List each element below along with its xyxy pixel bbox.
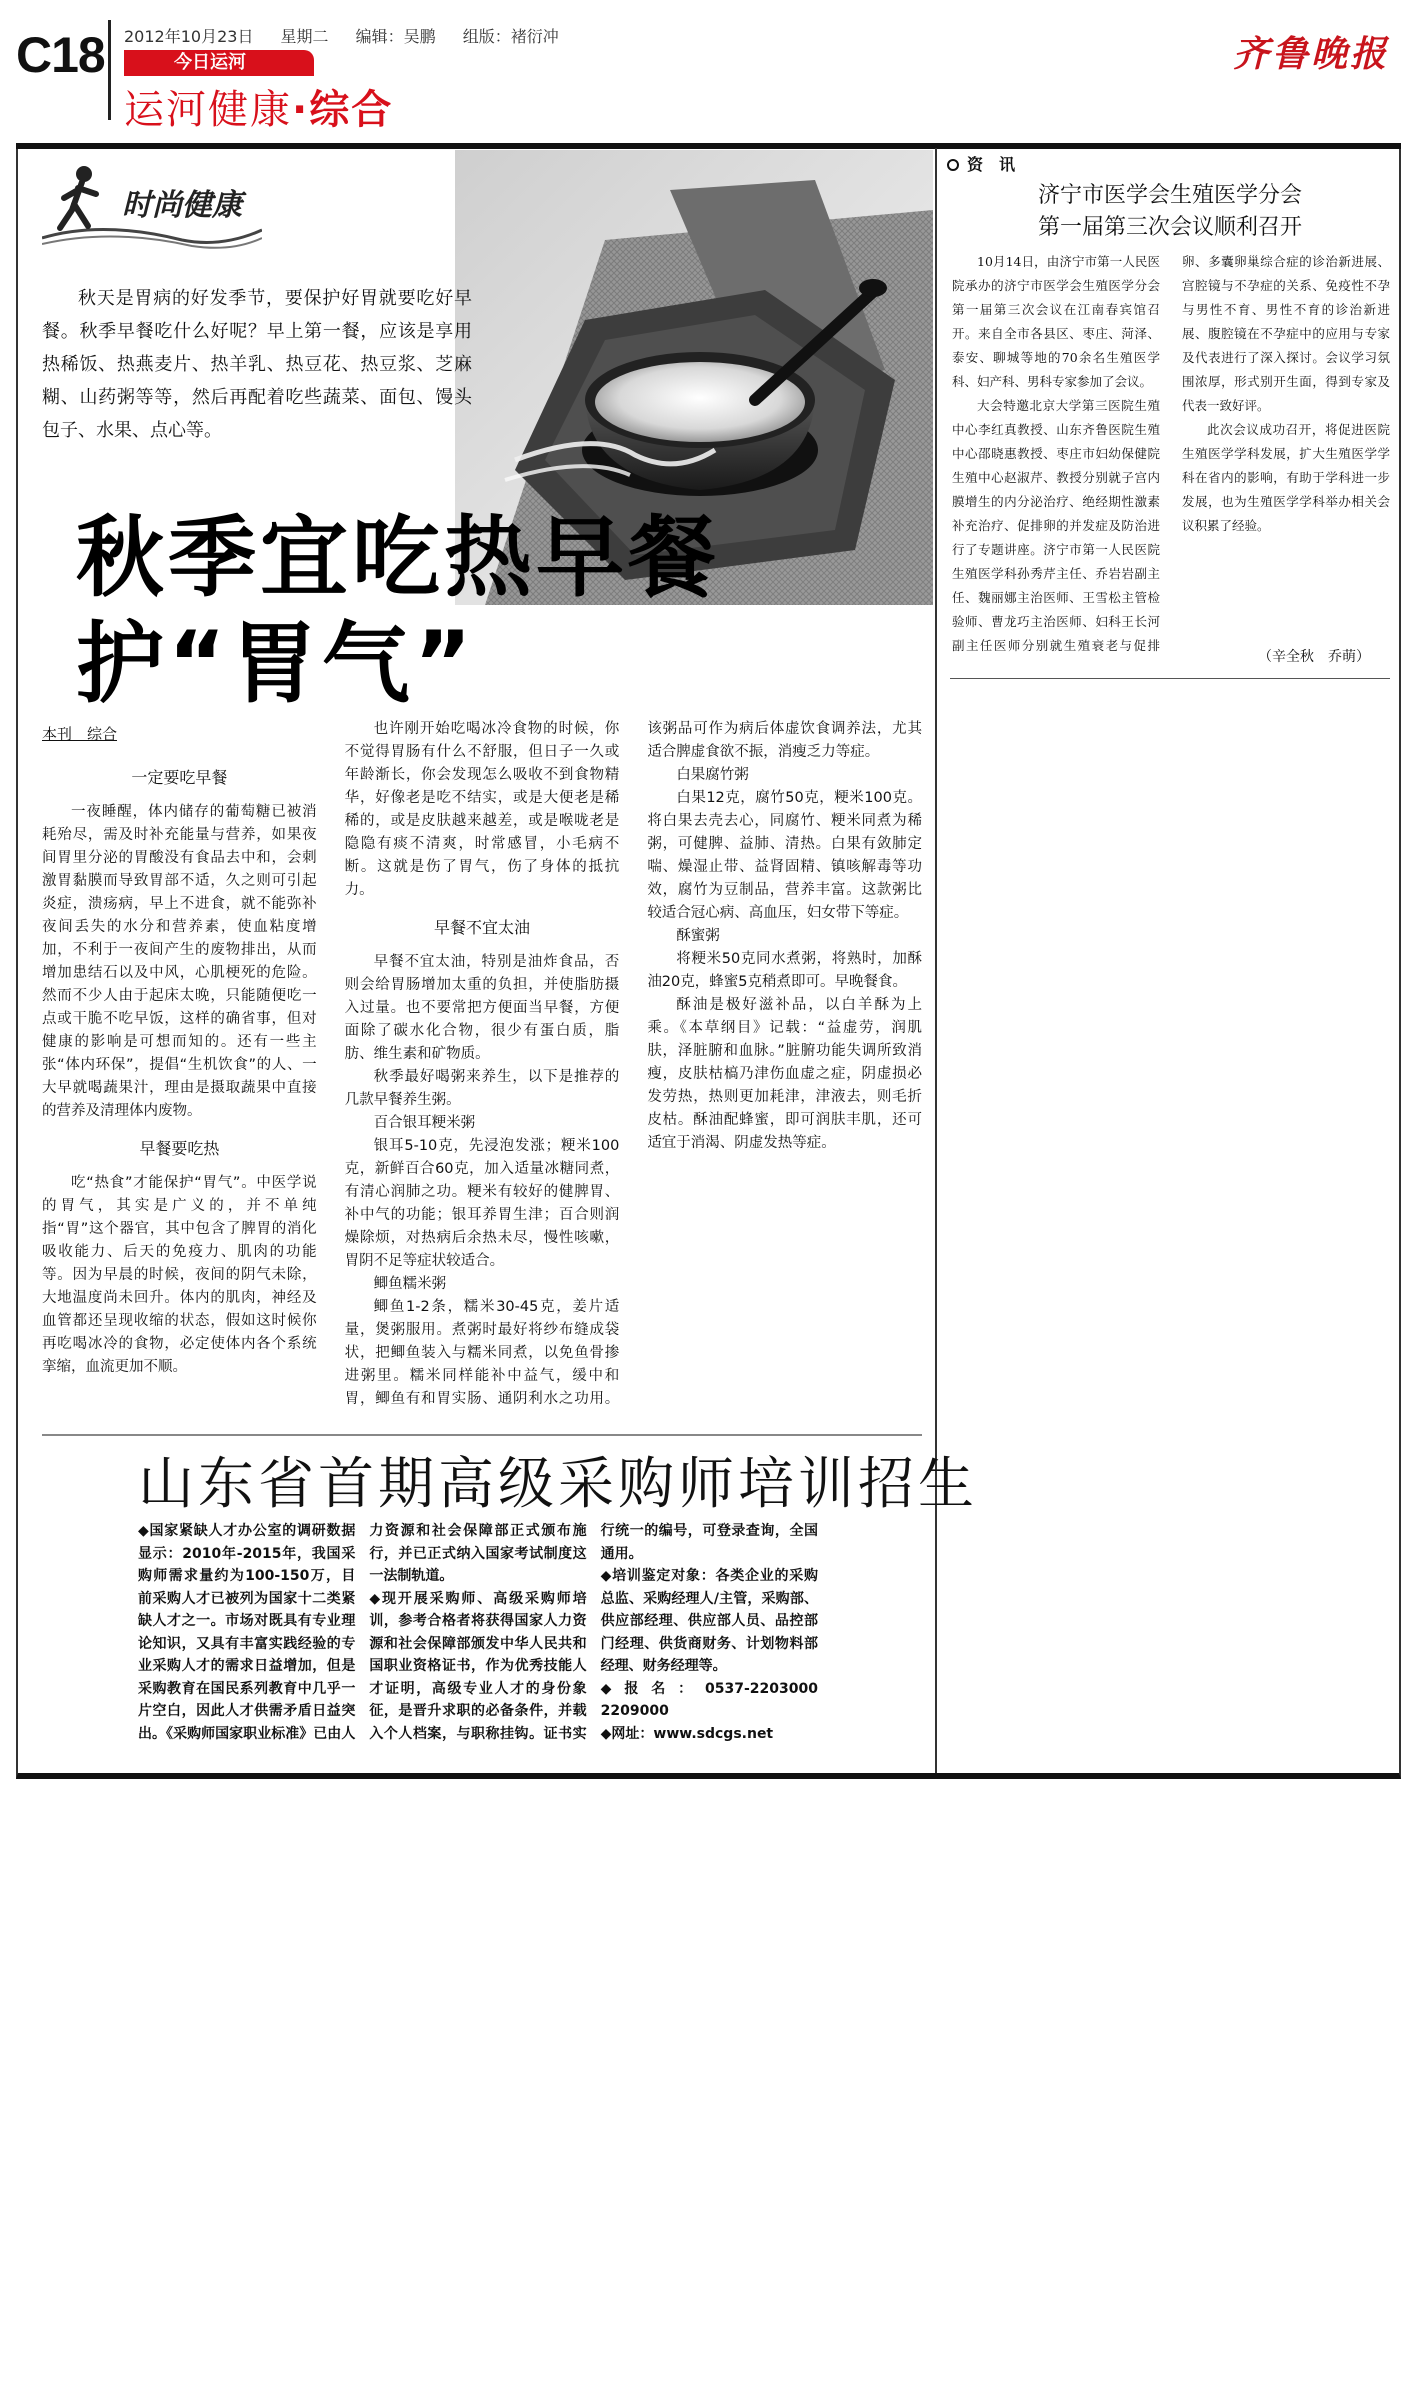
paper-logo: 齐鲁晚报 bbox=[1232, 33, 1389, 75]
article-paragraph: 一夜睡醒，体内储存的葡萄糖已被消耗殆尽，需及时补充能量与营养，如果夜间胃里分泌的胃酸没有食品去中和，会刺激胃黏膜而导致胃部不适，久之则可引起炎症，溃疡病，早上不进食，就不能弥补夜间丢失的水分和营养素，使血粘度增加，不利于一夜间产生的废物排出，从而增加患结石以及中风，心肌梗死的危险。然而不少人由于起床太晚，只能随便吃一点或干脆不吃早饭，这样的确省事，但对健康的影响是可想而知的。还有一些主张“体内环保”，提倡“生机饮食”的人、一大早就喝蔬果汁，理由是摄取蔬果中直接的营养及清理体内废物。 bbox=[42, 804, 317, 1119]
top-rule bbox=[16, 143, 1401, 149]
news-headline-line-2: 第一届第三次会议顺利召开 bbox=[1037, 215, 1302, 240]
news-paragraph: 大会特邀北京大学第三医院生殖中心李红真教授、山东齐鲁医院生殖中心邵晓惠教授、枣庄市妇幼保健院生殖中心赵淑芹、教授分别就子宫内膜增生的内分泌治疗、绝经期性激素补充治疗、促排卵的并发症及防治进行了专题讲座。济宁市第一人民医院生殖医学科孙秀芹主任、乔岩岩副主任、魏丽娜主治医师、王雪松主管检验师、曹龙巧主治医师、妇科王长河副主任医师分别就生殖衰老与促排卵、多囊卵巢综合症的诊治新进展、宫腔镜与不孕症的关系、免疫性不孕与男性不育、男性不育的诊治新进展、腹腔镜在不孕症中的应用与专家及代表进行了深入探讨。会议学习氛围浓厚，形式别开生面，得到专家及代表一致好评。 bbox=[952, 254, 1390, 653]
section-title-main: 运河健康 bbox=[124, 87, 292, 133]
recipe-title-jiyu: 鲫鱼糯米粥 bbox=[373, 1276, 447, 1292]
recipe-title-baihe: 百合银耳粳米粥 bbox=[373, 1115, 476, 1131]
page-number: C18 bbox=[16, 27, 105, 83]
ad-paragraph: ◆培训鉴定对象：各类企业的采购总监、采购经理人/主管，采购部、供应部经理、供应部人员、品控部门经理、供货商财务、计划物料部经理、财务经理等。 bbox=[600, 1568, 818, 1674]
subhead-eat-warm: 早餐要吃热 bbox=[139, 1139, 220, 1158]
ad-rule bbox=[42, 1434, 922, 1436]
article-paragraph: 银耳5-10克，先浸泡发涨；粳米100克，新鲜百合60克，加入适量冰糖同煮，有清心润肺之功。粳米有较好的健脾胃、补中气的功能；银耳养胃生津；百合则润燥除烦，对热病后余热未尽，慢性咳嗽，胃阴不足等症状较适合。 bbox=[344, 1138, 620, 1269]
recipe-title-baiguo: 白果腐竹粥 bbox=[676, 767, 749, 783]
article-paragraph: 也许刚开始吃喝冰冷食物的时候，你不觉得胃肠有什么不舒服，但日子一久或年龄渐长，你会发现怎么吸收不到食物精华，好像老是吃不结实，或是大便老是稀稀的，或是皮肤越来越差，或是喉咙老是隐隐有痰不清爽，时常感冒，小毛病不断。这就是伤了胃气，伤了身体的抵抗力。 bbox=[344, 721, 620, 898]
target-icon bbox=[947, 159, 959, 171]
ad-body bbox=[138, 1520, 832, 1755]
news-paragraph: 此次会议成功召开，将促进医院生殖医学学科发展，扩大生殖医学学科在省内的影响，有助于学科进一步发展，也为生殖医学学科举办相关会议积累了经验。 bbox=[1182, 422, 1390, 533]
feature-headline bbox=[76, 505, 720, 717]
header-divider bbox=[108, 20, 111, 120]
section-title-sub: 综合 bbox=[309, 87, 394, 133]
article-paragraph: 秋季最好喝粥来养生，以下是推荐的几款早餐养生粥。 bbox=[344, 1069, 620, 1108]
article-paragraph: 白果12克，腐竹50克，粳米100克。将白果去壳去心，同腐竹、粳米同煮为稀粥，可健脾、益肺、清热。白果有敛肺定喘、燥湿止带、益肾固精、镇咳解毒等功效，腐竹为豆制品，营养丰富。这款粥比较适合冠心病、高血压，妇女带下等症。 bbox=[647, 790, 922, 921]
news-headline bbox=[950, 180, 1390, 244]
lead-paragraph: 秋天是胃病的好发季节，要保护好胃就要吃好早餐。秋季早餐吃什么好呢？早上第一餐，应该是享用热稀饭、热燕麦片、热羊乳、热豆花、热豆浆、芝麻糊、山药粥等等，然后再配着吃些蔬菜、面包、馒头包子、水果、点心等。 bbox=[42, 288, 472, 441]
article-paragraph: 早餐不宜太油，特别是油炸食品，否则会给胃肠增加太重的负担，并使脂肪摄入过量。也不要常把方便面当早餐，方便面除了碳水化合物，很少有蛋白质，脂肪、维生素和矿物质。 bbox=[344, 954, 620, 1062]
brand-logo bbox=[42, 160, 262, 250]
section-title-dot: · bbox=[292, 87, 310, 133]
news-headline-line-1: 济宁市医学会生殖医学分会 bbox=[1037, 183, 1302, 208]
ad-website: ◆网址：www.sdcgs.net bbox=[600, 1725, 774, 1742]
byline: 本刊 综合 bbox=[42, 725, 118, 743]
ad-paragraph: ◆现开展采购师、高级采购师培训，参考合格者将获得国家人力资源和社会保障部颁发中华人民共和国职业资格证书，作为优秀技能人才证明，高级专业人才的身份象征，是晋升求职的必备条件，并载入个人档案，与职称挂钩。证书实行统一的编号，可登录查询，全国通用。 bbox=[369, 1523, 818, 1742]
column-divider bbox=[935, 148, 937, 1773]
subhead-must-eat-breakfast: 一定要吃早餐 bbox=[131, 768, 228, 787]
ad-headline: 山东省首期高级采购师培训招生 bbox=[138, 1452, 978, 1517]
ad-phone: ◆报名：0537-2203000 2209000 bbox=[600, 1680, 832, 1719]
news-signature: （辛全秋 乔萌） bbox=[1258, 649, 1370, 665]
issue-date: 2012年10月23日 bbox=[124, 27, 254, 46]
article-paragraph: 将粳米50克同水煮粥，将熟时，加酥油20克，蜂蜜5克稍煮即可。早晚餐食。 bbox=[647, 951, 922, 990]
editor-credit: 编辑：吴鹏 bbox=[355, 27, 436, 46]
article-paragraph: 鲫鱼1-2条，糯米30-45克，姜片适量，煲粥服用。煮粥时最好将纱布缝成袋状，把鲫鱼装入与糯米同煮，以免鱼骨掺进粥里。糯米同样能补中益气，缓中和胃，鲫鱼有和胃实肠、通阴利水之功用。该粥品可作为病后体虚饮食调养法，尤其适合脾虚食欲不振，消瘦乏力等症。 bbox=[344, 721, 922, 1407]
headline-line-1: 秋季宜吃热早餐 bbox=[76, 506, 721, 609]
brand-text: 时尚健康 bbox=[122, 188, 242, 223]
news-label: 资 讯 bbox=[947, 152, 1015, 175]
article-paragraph: 吃“热食”才能保护“胃气”。中医学说的胃气，其实是广义的，并不单纯指“胃”这个器官，其中包含了脾胃的消化吸收能力、后天的免疫力、肌肉的功能等。因为早晨的时候，夜间的阴气未除，大地温度尚未回升。体内的肌肉，神经及血管都还呈现收缩的状态，假如这时候你再吃喝冰冷的食物，必定使体内各个系统挛缩，血流更加不顺。 bbox=[42, 1175, 317, 1375]
news-body bbox=[952, 250, 1390, 670]
subhead-not-oily: 早餐不宜太油 bbox=[433, 918, 530, 937]
layout-credit: 组版：褚衍冲 bbox=[462, 27, 559, 46]
header-meta bbox=[124, 24, 581, 47]
issue-weekday: 星期二 bbox=[280, 27, 329, 46]
article-paragraph: 酥油是极好滋补品，以白羊酥为上乘。《本草纲目》记载：“益虚劳，润肌肤，泽脏腑和血脉。”脏腑功能失调所致消瘦，皮肤枯槁乃津伤血虚之症，阴虚损必发劳热，热则更加耗津，津液去，则毛折皮枯。酥油配蜂蜜，即可润肤丰肌，还可适宜于消渴、阴虚发热等症。 bbox=[647, 997, 922, 1151]
section-title bbox=[124, 78, 393, 135]
news-rule bbox=[950, 678, 1390, 679]
feature-article-body bbox=[42, 718, 922, 1423]
ad-paragraph: ◆国家紧缺人才办公室的调研数据显示：2010年-2015年，我国采购师需求量约为100-150万，目前采购人才已被列为国家十二类紧缺人才之一。市场对既具有专业理论知识，又具有丰富实践经验的专业采购人才的需求日益增加，但是采购教育在国民系列教育中几乎一片空白，因此人才供需矛盾日益突出。《采购师国家职业标准》已由人力资源和社会保障部正式颁布施行，并已正式纳入国家考试制度这一法制轨道。 bbox=[138, 1523, 587, 1742]
recipe-title-sumi: 酥蜜粥 bbox=[676, 928, 720, 944]
headline-line-2: 护“胃气” bbox=[76, 612, 476, 715]
news-paragraph: 10月14日，由济宁市第一人民医院承办的济宁市医学会生殖医学分会第一届第三次会议在江南春宾馆召开。来自全市各县区、枣庄、菏泽、泰安、聊城等地的70余名生殖医学科、妇产科、男科专家参加了会议。 bbox=[952, 254, 1160, 389]
section-tag: 今日运河 bbox=[124, 50, 314, 76]
